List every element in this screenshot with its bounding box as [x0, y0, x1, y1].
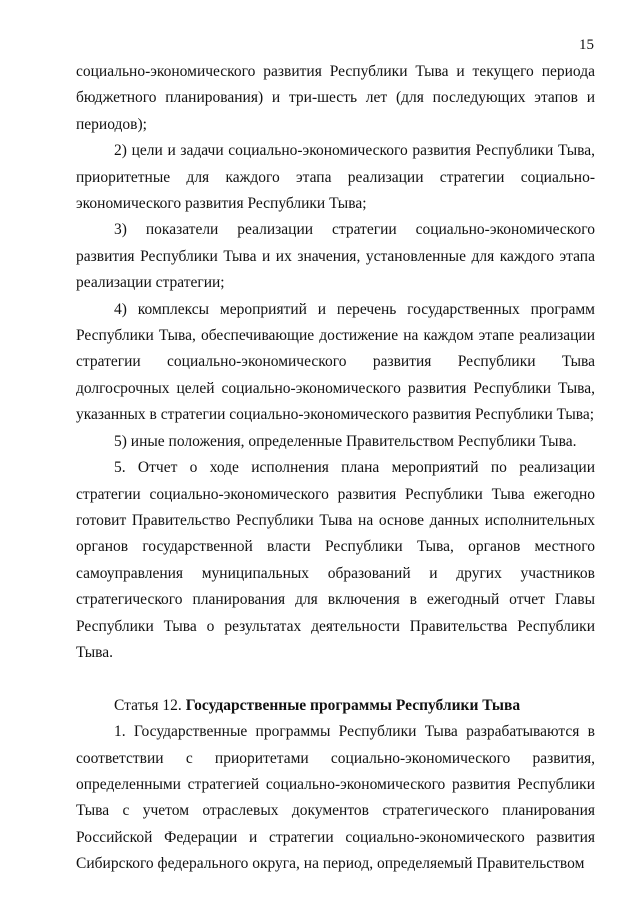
paragraph-continuation: социально-экономического развития Республики Тыва и текущего периода бюджетного планирования) и три-шесть лет (для последующих этапов и периодов); [76, 63, 595, 133]
article-number: Статья 12. [114, 696, 182, 714]
paragraph-section-5: 5. Отчет о ходе исполнения плана мероприятий по реализации стратегии социально-экономического развития Республики Тыва ежегодно готовит Правительство Республики Тыва на основе данных исполнительных органов государственной власти Республики Тыва, органов местного самоуправления муниципальных образований и других участников стратегического планирования для включения в ежегодный отчет Главы Республики Тыва о результатах деятельности Правительства Республики Тыва. [76, 459, 595, 661]
article-title: Государственные программы Республики Тыва [185, 696, 521, 714]
paragraph-item-2: 2) цели и задачи социально-экономического развития Республики Тыва, приоритетные для каждого этапа реализации стратегии социально-экономического развития Республики Тыва; [76, 142, 595, 213]
document-body [76, 59, 595, 878]
paragraph-item-5: 5) иные положения, определенные Правительством Республики Тыва. [114, 432, 577, 450]
article-paragraph-1: 1. Государственные программы Республики Тыва разрабатываются в соответствии с приоритетами социально-экономического развития, определенными стратегией социально-экономического развития Республики Тыва с учетом отраслевых документов стратегического планирования Российской Федерации и стратегии социально-экономического развития Сибирского федерального округа, на период, определяемый Правительством [76, 723, 595, 873]
page-number: 15 [579, 37, 594, 53]
article-heading [76, 693, 595, 719]
paragraph-item-4: 4) комплексы мероприятий и перечень государственных программ Республики Тыва, обеспечивающие достижение на каждом этапе реализации стратегии социально-экономического развития Республики Тыва долгосрочных целей социально-экономического развития Республики Тыва, указанных в стратегии социально-экономического развития Республики Тыва; [76, 300, 595, 424]
paragraph-item-3: 3) показатели реализации стратегии социально-экономического развития Республики Тыва и их значения, установленные для каждого этапа реализации стратегии; [76, 221, 595, 292]
